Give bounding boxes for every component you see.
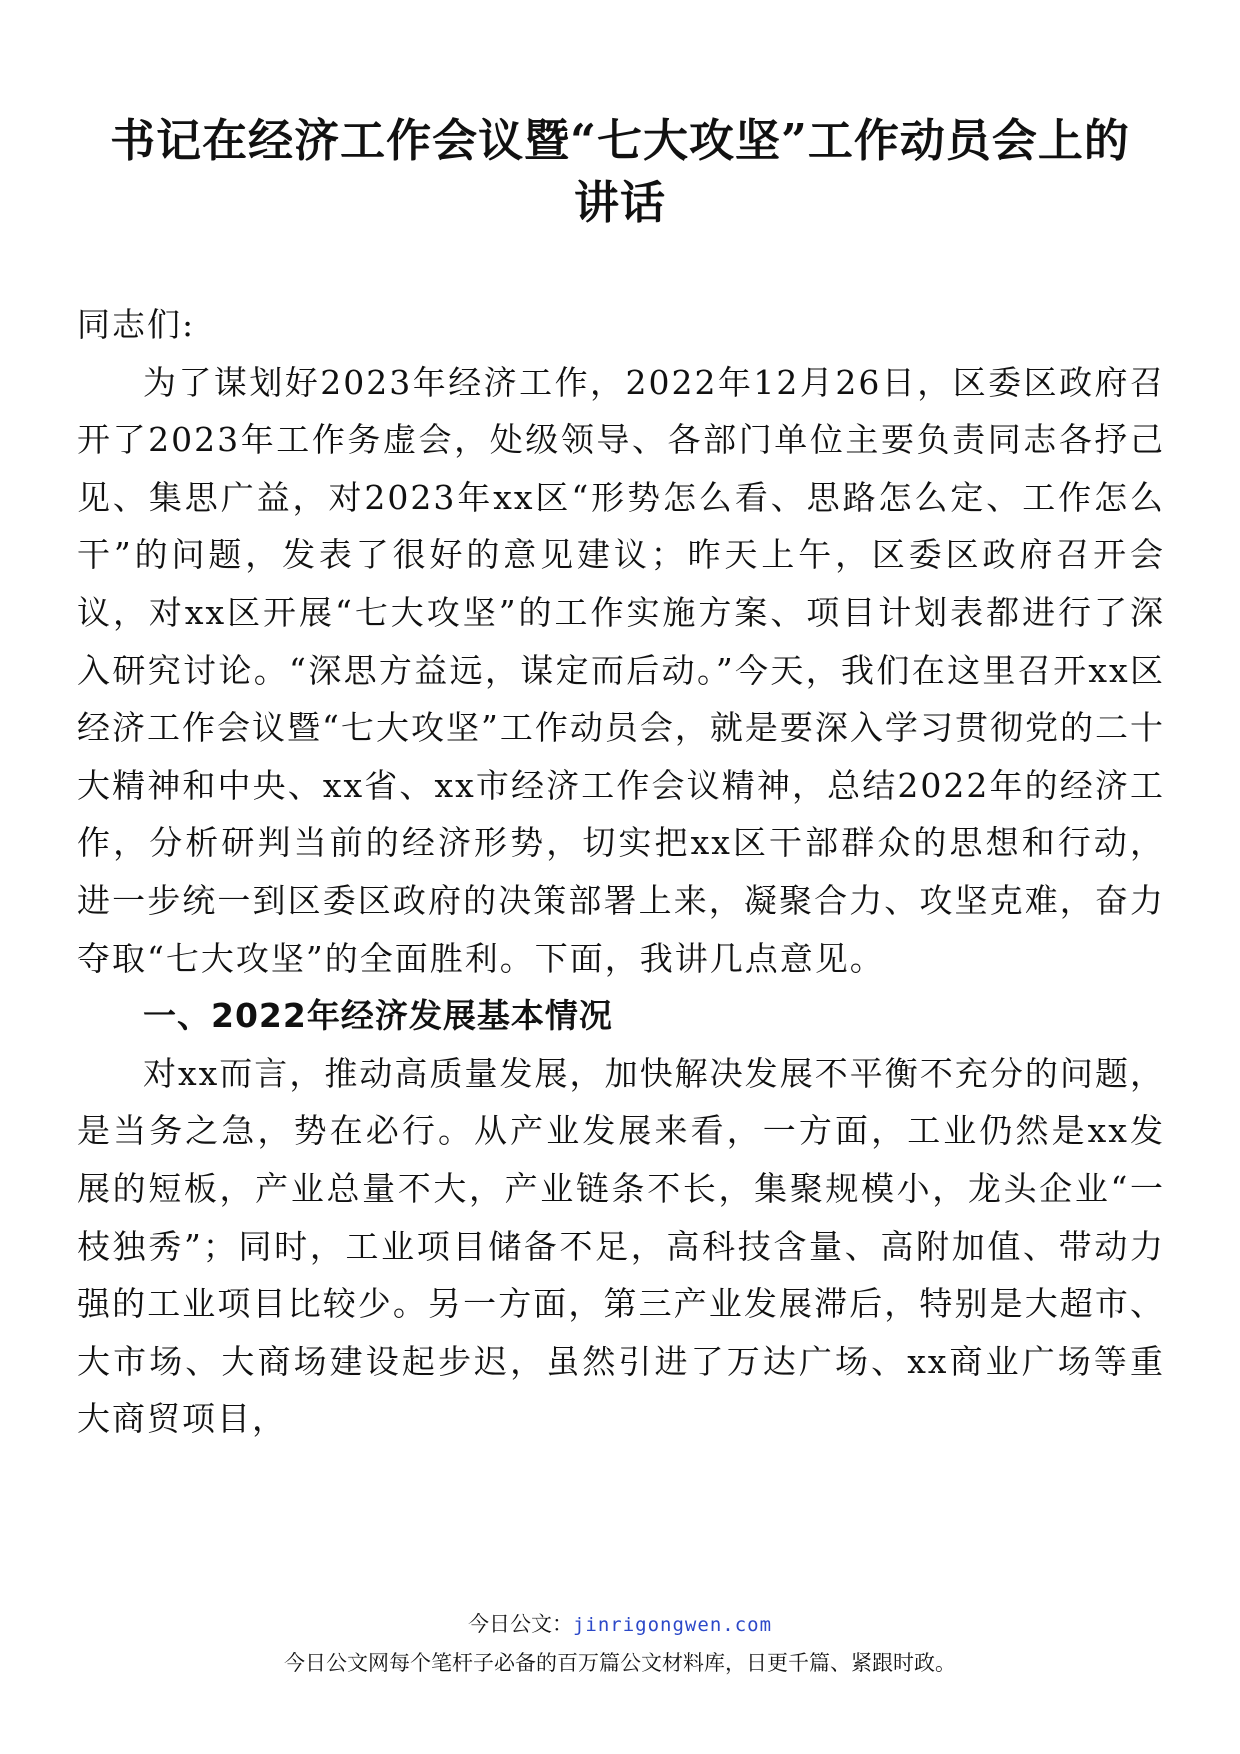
footer-site-line <box>0 1605 1240 1644</box>
document-body <box>77 296 1165 1448</box>
document-title: 书记在经济工作会议暨“七大攻坚”工作动员会上的讲话 <box>110 114 1130 229</box>
paragraph-intro: 为了谋划好2023年经济工作，2022年12月26日，区委区政府召开了2023年工作务虚会，处级领导、各部门单位主要负责同志各抒己见、集思广益，对2023年xx区“形势怎么看、思路怎么定、工作怎么干”的问题，发表了很好的意见建议；昨天上午，区委区政府召开会议，对xx区开展“七大攻坚”的工作实施方案、项目计划表都进行了深入研究讨论。“深思方益远，谋定而后动。”今天，我们在这里召开xx区经济工作会议暨“七大攻坚”工作动员会，就是要深入学习贯彻党的二十大精神和中央、xx省、xx市经济工作会议精神，总结2022年的经济工作，分析研判当前的经济形势，切实把xx区干部群众的思想和行动，进一步统一到区委区政府的决策部署上来，凝聚合力、攻坚克难，奋力夺取“七大攻坚”的全面胜利。下面，我讲几点意见。 <box>77 362 1165 978</box>
footer-tagline: 今日公文网每个笔杆子必备的百万篇公文材料库，日更千篇、紧跟时政。 <box>284 1651 956 1675</box>
salutation: 同志们: <box>77 305 196 344</box>
page-footer <box>0 1605 1240 1682</box>
footer-site-label: 今日公文： <box>467 1612 573 1636</box>
section-heading: 一、2022年经济发展基本情况 <box>143 996 613 1036</box>
footer-site-link[interactable]: jinrigongwen.com <box>572 1614 773 1636</box>
paragraph-section-1: 对xx而言，推动高质量发展，加快解决发展不平衡不充分的问题，是当务之急，势在必行。从产业发展来看，一方面，工业仍然是xx发展的短板，产业总量不大，产业链条不长，集聚规模小，龙头企业“一枝独秀”；同时，工业项目储备不足，高科技含量、高附加值、带动力强的工业项目比较少。另一方面，第三产业发展滞后，特别是大超市、大市场、大商场建设起步迟，虽然引进了万达广场、xx商业广场等重大商贸项目， <box>77 1053 1165 1439</box>
